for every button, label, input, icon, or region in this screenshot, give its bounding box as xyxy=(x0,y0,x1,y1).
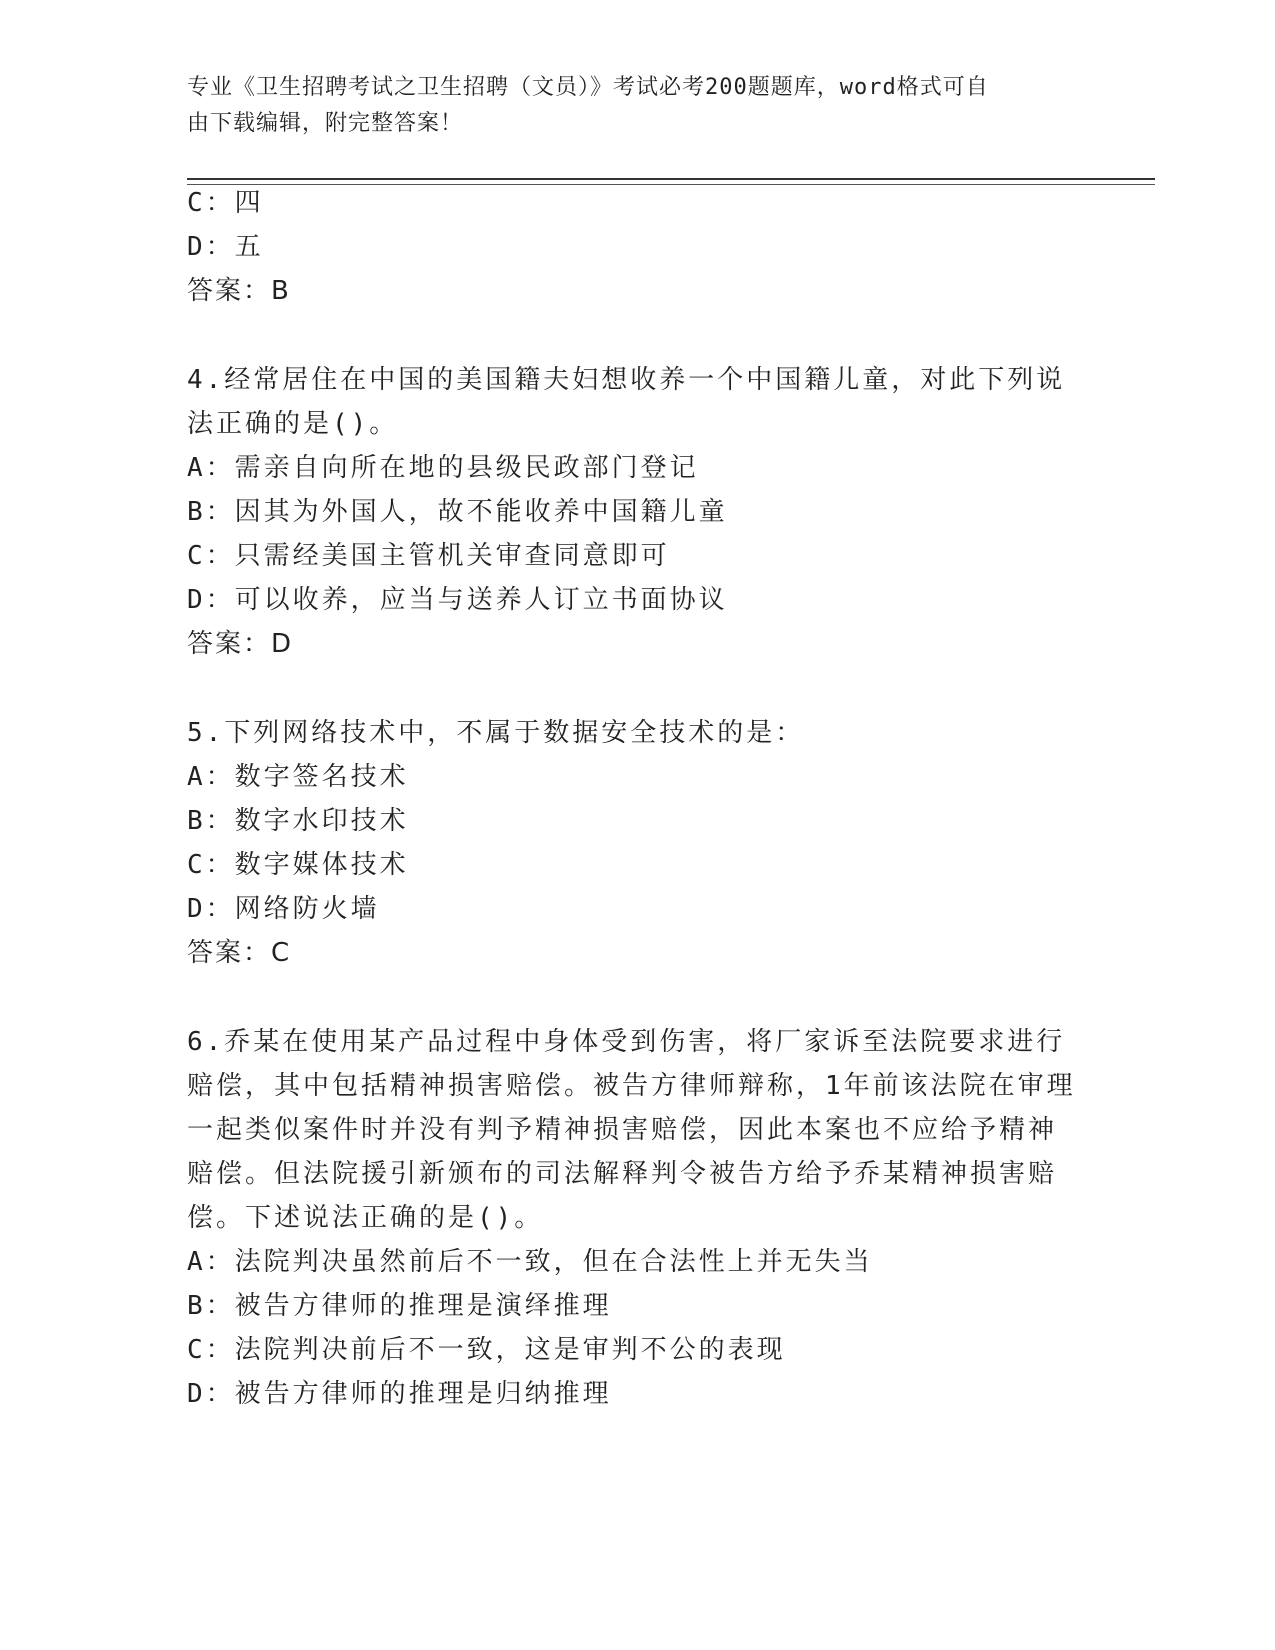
q5-option-b: B：数字水印技术 xyxy=(187,806,409,836)
q5-stem-line-1: 5.下列网络技术中，不属于数据安全技术的是： xyxy=(187,718,805,748)
header-line-2: 由下载编辑，附完整答案！ xyxy=(187,111,464,136)
q4-answer: 答案：D xyxy=(187,629,294,659)
q4-stem-line-2: 法正确的是()。 xyxy=(187,409,399,439)
q4-option-c: C：只需经美国主管机关审查同意即可 xyxy=(187,541,670,571)
q4-option-a: A：需亲自向所在地的县级民政部门登记 xyxy=(187,453,699,483)
q5-option-a: A：数字签名技术 xyxy=(187,762,409,792)
q5-answer: 答案：C xyxy=(187,938,292,968)
q4-option-d: D：可以收养，应当与送养人订立书面协议 xyxy=(187,585,728,615)
q4-stem-line-1: 4.经常居住在中国的美国籍夫妇想收养一个中国籍儿童，对此下列说 xyxy=(187,365,1066,395)
q5-option-c: C：数字媒体技术 xyxy=(187,850,409,880)
q6-stem-line-4: 赔偿。但法院援引新颁布的司法解释判令被告方给予乔某精神损害赔 xyxy=(187,1159,1058,1189)
header-line-1: 专业《卫生招聘考试之卫生招聘（文员）》考试必考200题题库，word格式可自 xyxy=(187,75,989,100)
q6-option-d: D：被告方律师的推理是归纳推理 xyxy=(187,1379,612,1409)
q6-option-b: B：被告方律师的推理是演绎推理 xyxy=(187,1291,612,1321)
q6-stem-line-1: 6.乔某在使用某产品过程中身体受到伤害，将厂家诉至法院要求进行 xyxy=(187,1027,1066,1057)
header-divider-thick xyxy=(187,178,1155,180)
prev-answer: 答案：B xyxy=(187,276,291,306)
q6-option-a: A：法院判决虽然前后不一致，但在合法性上并无失当 xyxy=(187,1247,873,1277)
q6-stem-line-3: 一起类似案件时并没有判予精神损害赔偿，因此本案也不应给予精神 xyxy=(187,1115,1058,1145)
q6-stem-line-2: 赔偿，其中包括精神损害赔偿。被告方律师辩称，1年前该法院在审理 xyxy=(187,1071,1076,1101)
prev-option-d: D：五 xyxy=(187,232,264,262)
document-header xyxy=(187,70,1067,142)
prev-option-c: C：四 xyxy=(187,188,264,218)
q5-option-d: D：网络防火墙 xyxy=(187,894,380,924)
q4-option-b: B：因其为外国人，故不能收养中国籍儿童 xyxy=(187,497,728,527)
header-divider-thin xyxy=(187,184,1155,185)
q6-stem-line-5: 偿。下述说法正确的是()。 xyxy=(187,1203,544,1233)
q6-option-c: C：法院判决前后不一致，这是审判不公的表现 xyxy=(187,1335,786,1365)
